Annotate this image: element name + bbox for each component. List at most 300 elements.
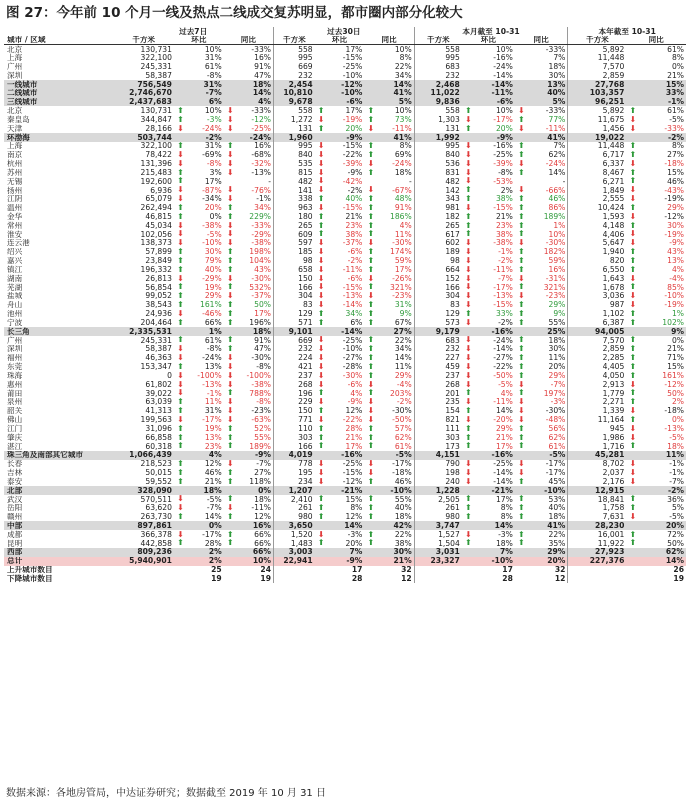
table-cell bbox=[174, 424, 224, 433]
arrow-down-icon: ⬇ bbox=[317, 380, 325, 389]
cell-value: 28% bbox=[204, 539, 222, 548]
arrow-up-icon: ⬆ bbox=[177, 203, 184, 212]
table-cell bbox=[174, 495, 224, 504]
table-cell bbox=[315, 283, 365, 292]
cell-value: -5% bbox=[206, 230, 222, 239]
table-cell: 16% bbox=[224, 53, 274, 62]
table-cell: 99,052 bbox=[145, 291, 172, 301]
table-cell: 20% bbox=[515, 557, 568, 566]
table-cell: -10% bbox=[342, 71, 363, 80]
table-cell: 573 bbox=[445, 318, 460, 327]
city-name: 东莞 bbox=[7, 362, 23, 372]
table-row bbox=[4, 115, 686, 124]
table-cell: 840 bbox=[445, 150, 460, 160]
arrow-up-icon: ⬆ bbox=[177, 362, 184, 371]
table-cell bbox=[174, 362, 224, 371]
arrow-down-icon: ⬇ bbox=[226, 353, 234, 363]
table-cell bbox=[515, 221, 568, 230]
total-row bbox=[4, 557, 686, 566]
table-cell: 18% bbox=[174, 486, 224, 495]
cell-value: 19% bbox=[204, 424, 222, 433]
table-cell: 7,570 bbox=[602, 62, 625, 71]
cell-value: 19% bbox=[204, 283, 222, 292]
cell-value: -23% bbox=[392, 291, 412, 301]
table-cell: 173 bbox=[445, 441, 460, 451]
table-row bbox=[4, 204, 686, 213]
table-cell bbox=[462, 398, 515, 407]
arrow-down-icon: ⬇ bbox=[317, 159, 325, 168]
table-cell: 669 bbox=[298, 335, 313, 345]
table-cell: 240 bbox=[445, 477, 460, 486]
table-row bbox=[4, 398, 686, 407]
table-cell bbox=[174, 265, 224, 274]
cell-value: -15% bbox=[342, 141, 363, 151]
arrow-up-icon: ⬆ bbox=[317, 503, 325, 513]
cell-value: -13% bbox=[664, 424, 684, 433]
table-cell bbox=[315, 433, 365, 442]
table-cell bbox=[315, 186, 365, 195]
table-cell: 166 bbox=[298, 283, 313, 292]
cell-value: 31% bbox=[394, 300, 412, 310]
table-cell bbox=[174, 151, 224, 160]
cell-value: 189% bbox=[249, 441, 271, 451]
arrow-up-icon: ⬆ bbox=[177, 441, 184, 451]
cell-value: 59% bbox=[548, 256, 566, 266]
table-cell bbox=[626, 504, 686, 513]
arrow-up-icon: ⬆ bbox=[629, 362, 637, 371]
table-cell: 12,915 bbox=[568, 486, 626, 495]
group-header-7d: 过去7日 bbox=[113, 27, 273, 36]
table-cell bbox=[626, 477, 686, 486]
table-cell bbox=[315, 504, 365, 513]
table-cell bbox=[462, 530, 515, 539]
table-cell: 1,593 bbox=[602, 212, 625, 221]
cell-value: -2% bbox=[498, 256, 513, 266]
cell-value: 50% bbox=[667, 388, 684, 398]
table-row bbox=[4, 124, 686, 133]
arrow-up-icon: ⬆ bbox=[226, 424, 234, 433]
cell-value: 118% bbox=[249, 477, 271, 486]
arrow-up-icon: ⬆ bbox=[177, 141, 184, 151]
table-cell: -21% bbox=[315, 486, 365, 495]
table-cell bbox=[315, 389, 365, 398]
table-cell: 265 bbox=[298, 221, 313, 230]
table-cell: 5,940,901 bbox=[113, 557, 174, 566]
table-cell: 198 bbox=[445, 468, 460, 478]
arrow-down-icon: ⬇ bbox=[464, 203, 472, 212]
city-name: 湖南 bbox=[7, 274, 23, 283]
cell-value: 0% bbox=[209, 212, 222, 221]
city-name: 珠三角及南部其它城市 bbox=[4, 451, 113, 460]
table-row bbox=[4, 195, 686, 204]
table-cell: 1,228 bbox=[414, 486, 462, 495]
table-cell bbox=[515, 265, 568, 274]
table-cell bbox=[315, 204, 365, 213]
table-cell bbox=[462, 362, 515, 371]
table-row bbox=[4, 239, 686, 248]
table-cell bbox=[364, 389, 414, 398]
arrow-up-icon: ⬆ bbox=[518, 433, 525, 442]
table-cell: 138,373 bbox=[140, 238, 172, 248]
table-cell bbox=[224, 468, 274, 477]
table-cell bbox=[315, 310, 365, 319]
table-cell: -16% bbox=[315, 451, 365, 460]
cell-value: 18% bbox=[495, 539, 513, 548]
table-cell bbox=[626, 539, 686, 548]
header-unit-row bbox=[4, 36, 686, 45]
cell-value: -22% bbox=[493, 362, 513, 372]
cell-value: 79% bbox=[204, 256, 222, 266]
table-cell: 609 bbox=[298, 230, 313, 239]
table-cell bbox=[315, 539, 365, 548]
city-name: 北部 bbox=[4, 486, 113, 495]
table-cell: 199,563 bbox=[140, 415, 172, 425]
cell-value: 102% bbox=[662, 318, 684, 327]
table-cell: 1,758 bbox=[602, 503, 625, 513]
table-cell: 261 bbox=[445, 503, 460, 513]
arrow-down-icon: ⬇ bbox=[177, 150, 184, 159]
arrow-down-icon: ⬇ bbox=[317, 141, 325, 151]
cell-value: -8% bbox=[498, 168, 513, 177]
table-cell bbox=[515, 380, 568, 389]
cell-value: 21% bbox=[345, 433, 363, 442]
table-cell bbox=[224, 530, 274, 539]
cell-value: 72% bbox=[667, 530, 684, 539]
cell-value: 48% bbox=[394, 194, 412, 204]
table-cell: 820 bbox=[609, 256, 625, 266]
arrow-down-icon: ⬇ bbox=[518, 238, 525, 248]
cell-value: 18% bbox=[548, 335, 566, 345]
group-header-mtd: 本月截至 10-31 bbox=[414, 27, 568, 36]
table-row bbox=[4, 106, 686, 115]
arrow-up-icon: ⬆ bbox=[367, 424, 375, 433]
region-subtotal-row bbox=[4, 98, 686, 107]
table-cell: 227 bbox=[445, 353, 460, 363]
table-cell bbox=[364, 151, 414, 160]
cell-value: -15% bbox=[493, 203, 513, 213]
cell-value: -3% bbox=[498, 530, 513, 539]
table-cell: 10% bbox=[204, 44, 222, 54]
cell-value: 12% bbox=[204, 459, 222, 469]
arrow-up-icon: ⬆ bbox=[629, 344, 637, 354]
table-cell: 28 bbox=[502, 574, 513, 583]
table-cell: 10,424 bbox=[597, 203, 625, 213]
table-cell: 182 bbox=[445, 212, 460, 221]
arrow-down-icon: ⬇ bbox=[177, 388, 184, 398]
cell-value: 788% bbox=[249, 388, 271, 398]
table-cell: 30% bbox=[364, 548, 414, 557]
arrow-down-icon: ⬇ bbox=[464, 256, 472, 265]
cell-value: 16% bbox=[548, 265, 566, 274]
cell-value: -14% bbox=[493, 477, 513, 486]
cell-value: 57% bbox=[394, 424, 412, 433]
arrow-down-icon: ⬇ bbox=[317, 468, 325, 477]
cell-value: -46% bbox=[202, 309, 222, 319]
count-row bbox=[4, 574, 686, 583]
table-cell bbox=[626, 398, 686, 407]
table-cell: 16% bbox=[224, 521, 274, 530]
arrow-down-icon: ⬇ bbox=[464, 468, 472, 477]
table-cell bbox=[224, 239, 274, 248]
table-cell bbox=[626, 407, 686, 416]
cell-value: 29% bbox=[495, 424, 513, 433]
table-cell bbox=[224, 204, 274, 213]
arrow-down-icon: ⬇ bbox=[177, 494, 184, 504]
table-cell bbox=[462, 513, 515, 522]
city-name: 长三角 bbox=[4, 327, 113, 336]
cell-value: -5% bbox=[669, 433, 684, 442]
table-cell bbox=[515, 539, 568, 548]
cell-value: 20% bbox=[345, 539, 363, 548]
arrow-up-icon: ⬆ bbox=[317, 441, 325, 451]
city-name: 下降城市数目 bbox=[7, 574, 53, 583]
table-cell bbox=[515, 460, 568, 469]
arrow-down-icon: ⬇ bbox=[226, 406, 234, 416]
table-cell: 1,272 bbox=[290, 115, 313, 124]
table-cell bbox=[364, 257, 414, 266]
table-cell: 2% bbox=[174, 557, 224, 566]
arrow-down-icon: ⬇ bbox=[317, 344, 325, 354]
table-cell bbox=[462, 168, 515, 177]
cell-value: -69% bbox=[202, 150, 222, 160]
table-cell: 1,456 bbox=[602, 124, 625, 133]
table-cell: 232 bbox=[445, 344, 460, 354]
table-cell: 110 bbox=[298, 424, 313, 433]
cell-value: 198% bbox=[249, 247, 271, 257]
cell-value: -14% bbox=[493, 468, 513, 478]
arrow-up-icon: ⬆ bbox=[317, 194, 325, 204]
table-cell: 232 bbox=[298, 344, 313, 354]
table-cell: 59,552 bbox=[145, 477, 172, 486]
cell-value: 4% bbox=[671, 265, 684, 274]
city-name: 深圳 bbox=[7, 71, 23, 80]
table-cell: 2,859 bbox=[602, 344, 625, 354]
arrow-up-icon: ⬆ bbox=[518, 494, 525, 504]
arrow-down-icon: ⬇ bbox=[629, 212, 637, 221]
table-cell: -9% bbox=[315, 133, 365, 142]
table-cell bbox=[224, 424, 274, 433]
arrow-up-icon: ⬆ bbox=[317, 230, 325, 239]
table-cell bbox=[315, 106, 365, 115]
table-cell bbox=[515, 283, 568, 292]
cell-value: -19% bbox=[342, 115, 363, 124]
cell-value: -19% bbox=[664, 230, 684, 239]
table-row bbox=[4, 45, 686, 54]
table-cell: 328,090 bbox=[113, 486, 174, 495]
table-cell bbox=[626, 168, 686, 177]
table-cell: 57,899 bbox=[145, 247, 172, 257]
table-cell: 96,251 bbox=[568, 98, 626, 107]
table-cell bbox=[174, 186, 224, 195]
table-cell bbox=[364, 301, 414, 310]
table-cell bbox=[462, 336, 515, 345]
table-cell: -2% bbox=[626, 486, 686, 495]
cell-value: -16% bbox=[493, 141, 513, 151]
city-name: 西部 bbox=[4, 548, 113, 557]
table-cell bbox=[626, 204, 686, 213]
table-cell: 41% bbox=[515, 521, 568, 530]
arrow-up-icon: ⬆ bbox=[226, 141, 234, 151]
arrow-up-icon: ⬆ bbox=[226, 283, 234, 292]
city-name: 二线城市 bbox=[4, 89, 113, 98]
arrow-up-icon: ⬆ bbox=[518, 477, 525, 486]
table-cell bbox=[224, 230, 274, 239]
cell-value: 21% bbox=[667, 344, 684, 354]
arrow-up-icon: ⬆ bbox=[317, 433, 325, 442]
city-name: 总计 bbox=[4, 557, 113, 566]
table-cell: 8,702 bbox=[602, 459, 625, 469]
figure-title: 图 27：今年前 10 个月一线及热点二线成交复苏明显，都市圈内部分化较大 bbox=[6, 5, 463, 21]
table-cell: 224 bbox=[298, 353, 313, 363]
table-cell: - bbox=[224, 177, 274, 186]
cell-value: 174% bbox=[389, 247, 412, 257]
table-cell bbox=[462, 159, 515, 168]
cell-value: -100% bbox=[246, 371, 271, 380]
table-cell bbox=[462, 106, 515, 115]
city-name: 连云港 bbox=[7, 238, 30, 248]
arrow-down-icon: ⬇ bbox=[317, 265, 325, 274]
arrow-up-icon: ⬆ bbox=[317, 494, 325, 504]
arrow-down-icon: ⬇ bbox=[317, 238, 325, 248]
table-cell: 570,511 bbox=[140, 494, 172, 504]
arrow-down-icon: ⬇ bbox=[177, 371, 184, 380]
table-cell bbox=[315, 195, 365, 204]
arrow-down-icon: ⬇ bbox=[464, 362, 472, 371]
table-row bbox=[4, 53, 686, 62]
table-row bbox=[4, 168, 686, 177]
cell-value: 55% bbox=[394, 494, 412, 504]
cell-value: -8% bbox=[206, 159, 222, 169]
cell-value: -5% bbox=[669, 115, 684, 124]
table-cell bbox=[626, 336, 686, 345]
table-cell bbox=[315, 239, 365, 248]
table-cell: -14% bbox=[493, 71, 513, 80]
table-cell bbox=[224, 265, 274, 274]
cell-value: 34% bbox=[254, 203, 271, 213]
cell-value: -37% bbox=[342, 238, 363, 248]
table-cell: 25 bbox=[211, 565, 222, 575]
table-cell: 32 bbox=[515, 566, 568, 575]
table-cell bbox=[224, 142, 274, 151]
cell-value: 321% bbox=[389, 283, 412, 292]
arrow-down-icon: ⬇ bbox=[629, 433, 637, 442]
city-name: 成都 bbox=[7, 530, 23, 539]
table-cell: 111 bbox=[445, 424, 460, 433]
arrow-up-icon: ⬆ bbox=[177, 424, 184, 433]
table-cell bbox=[462, 310, 515, 319]
arrow-up-icon: ⬆ bbox=[226, 335, 234, 345]
arrow-up-icon: ⬆ bbox=[177, 300, 184, 310]
table-cell: 980 bbox=[445, 512, 460, 522]
arrow-up-icon: ⬆ bbox=[518, 309, 525, 318]
table-cell: -10% bbox=[515, 486, 568, 495]
cell-value: 11% bbox=[394, 230, 412, 239]
arrow-up-icon: ⬆ bbox=[518, 441, 525, 451]
table-cell: 617 bbox=[445, 230, 460, 239]
table-cell bbox=[515, 115, 568, 124]
table-cell: 18% bbox=[224, 327, 274, 336]
table-cell bbox=[626, 371, 686, 380]
table-cell: 14% bbox=[626, 557, 686, 566]
table-cell bbox=[515, 504, 568, 513]
cell-value: 67% bbox=[394, 318, 412, 327]
cell-value: -7% bbox=[206, 503, 222, 513]
cell-value: -8% bbox=[256, 362, 271, 372]
table-cell bbox=[224, 292, 274, 301]
table-cell bbox=[224, 106, 274, 115]
table-cell bbox=[174, 204, 224, 213]
table-cell bbox=[462, 477, 515, 486]
table-cell bbox=[315, 274, 365, 283]
table-cell bbox=[462, 301, 515, 310]
table-cell: 142 bbox=[445, 185, 460, 195]
table-cell bbox=[462, 239, 515, 248]
group-header-30d: 过去30日 bbox=[274, 27, 415, 36]
table-cell: 602 bbox=[445, 238, 460, 248]
cell-value: 1% bbox=[553, 221, 566, 230]
table-cell bbox=[174, 389, 224, 398]
table-cell bbox=[174, 371, 224, 380]
arrow-down-icon: ⬇ bbox=[317, 477, 325, 486]
table-cell bbox=[626, 159, 686, 168]
arrow-up-icon: ⬆ bbox=[177, 177, 184, 186]
table-row bbox=[4, 142, 686, 151]
cell-value: 34% bbox=[394, 344, 412, 354]
arrow-down-icon: ⬇ bbox=[464, 150, 472, 159]
table-cell: 56,854 bbox=[145, 283, 172, 292]
table-cell bbox=[224, 495, 274, 504]
cell-value: 50% bbox=[254, 300, 271, 310]
region-subtotal-row bbox=[4, 133, 686, 142]
cell-value: -68% bbox=[251, 150, 271, 160]
cell-value: 38% bbox=[345, 230, 363, 239]
city-name: 盐城 bbox=[7, 291, 23, 301]
table-cell bbox=[224, 151, 274, 160]
table-cell: 41,313 bbox=[145, 406, 172, 416]
city-name: 环渤海 bbox=[4, 133, 113, 142]
arrow-up-icon: ⬆ bbox=[367, 300, 375, 310]
arrow-down-icon: ⬇ bbox=[367, 238, 375, 248]
table-cell: 4,406 bbox=[602, 230, 625, 239]
table-cell: 32 bbox=[364, 566, 414, 575]
cell-value: 10% bbox=[394, 106, 412, 116]
table-cell: 303 bbox=[445, 433, 460, 442]
arrow-down-icon: ⬇ bbox=[226, 459, 234, 468]
cell-value: 17% bbox=[204, 177, 222, 186]
cell-value: -32% bbox=[251, 159, 271, 169]
cell-value: -30% bbox=[545, 406, 566, 416]
cell-value: -7% bbox=[256, 459, 271, 469]
table-cell bbox=[113, 574, 174, 583]
table-cell: 10% bbox=[495, 44, 513, 54]
table-cell bbox=[224, 477, 274, 486]
table-cell: 683 bbox=[445, 62, 460, 71]
cell-value: -6% bbox=[347, 274, 363, 283]
cell-value: -33% bbox=[251, 221, 271, 230]
arrow-up-icon: ⬆ bbox=[177, 283, 184, 292]
arrow-up-icon: ⬆ bbox=[226, 344, 234, 354]
cell-value: -11% bbox=[342, 265, 363, 274]
cell-value: 53% bbox=[548, 494, 566, 504]
table-cell: 1,992 bbox=[414, 133, 462, 142]
cell-value: 20% bbox=[548, 362, 566, 372]
arrow-up-icon: ⬆ bbox=[317, 388, 325, 398]
cell-value: -76% bbox=[251, 185, 271, 195]
table-cell bbox=[626, 310, 686, 319]
city-name: 肇庆 bbox=[7, 433, 23, 442]
table-cell: 1,716 bbox=[602, 441, 625, 451]
arrow-down-icon: ⬇ bbox=[464, 247, 472, 257]
